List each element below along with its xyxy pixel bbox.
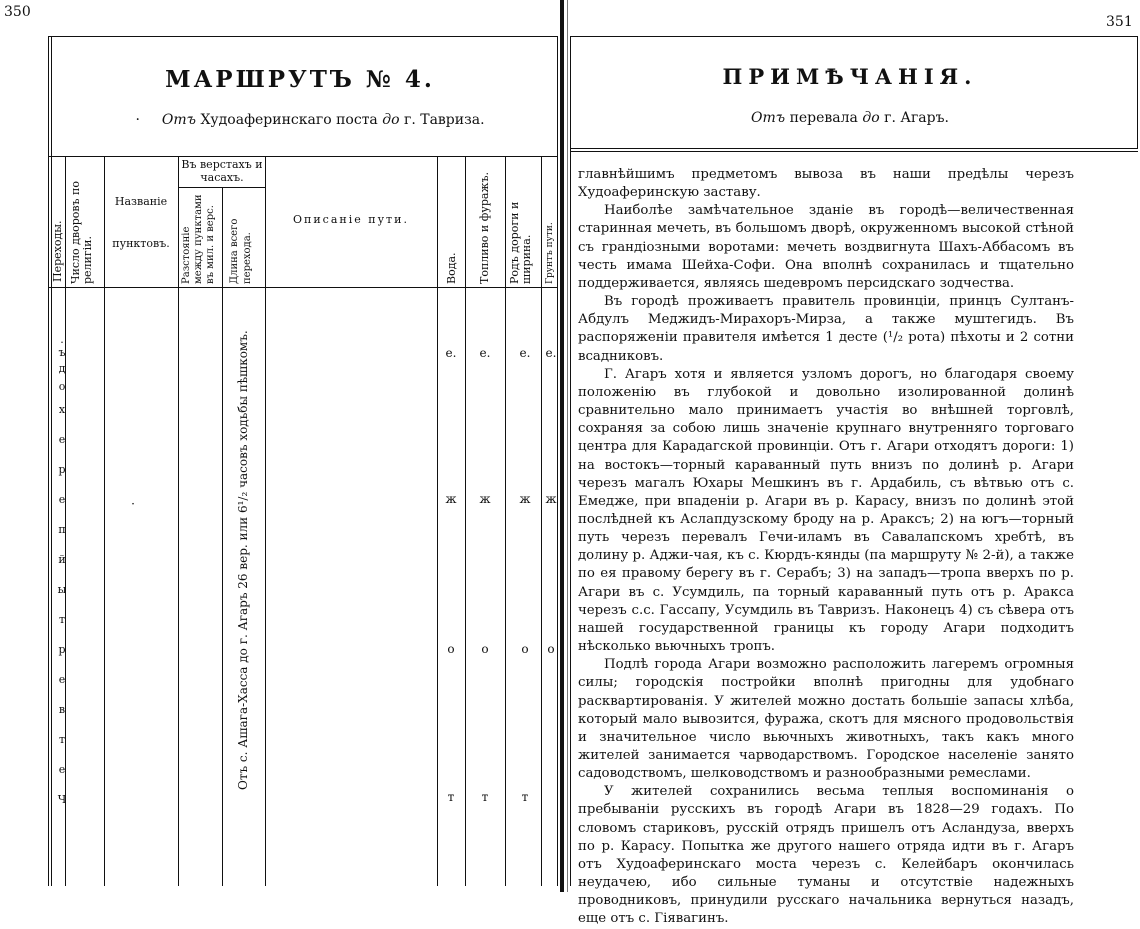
header-soil: Грунтъ пути. bbox=[545, 222, 555, 284]
crossing-letter: е bbox=[58, 673, 66, 686]
crossing-letter: в bbox=[58, 703, 66, 716]
crossing-letter: . bbox=[60, 333, 64, 346]
crossing-letter: ъ bbox=[58, 346, 66, 359]
right-title-rule2 bbox=[570, 151, 1138, 152]
notes-paragraph: главнѣйшимъ предметомъ вывоза въ наши предѣлы черезъ Худоаферинскую заставу. bbox=[578, 167, 1074, 201]
header-road: Родъ дороги и ширина. bbox=[508, 201, 533, 284]
soil-mark-o: о bbox=[547, 642, 555, 656]
left-page-number: 350 bbox=[4, 4, 31, 20]
right-frame-left bbox=[570, 36, 571, 886]
left-title: МАРШРУТЪ № 4. bbox=[165, 66, 435, 93]
right-subtitle-from-place: перевала bbox=[789, 110, 858, 126]
right-title-rule bbox=[570, 148, 1138, 149]
crossing-letter: е bbox=[58, 763, 66, 776]
crossing-letter: й bbox=[58, 553, 66, 566]
soil-mark-zh: ж bbox=[545, 492, 557, 506]
soil-mark-e: е. bbox=[545, 346, 557, 360]
left-subtitle-bullet: · bbox=[135, 112, 140, 128]
group-rule bbox=[178, 187, 265, 188]
crossing-letter: т bbox=[58, 733, 66, 746]
notes-paragraph: Въ городѣ проживаетъ правитель провинціи, принцъ Султанъ-Абдулъ Меджидъ-Мирахоръ-Мирза, а также муштегидъ. Въ распоряженіи правителя имѣется 1 десте (¹/₂ рота) пѣхоты и 2 сотни всадниковъ. bbox=[578, 294, 1074, 364]
col-sep-7 bbox=[465, 156, 466, 886]
book-spine-shadow bbox=[567, 0, 568, 892]
col-sep-8 bbox=[505, 156, 506, 886]
header-name-line1: Названіе bbox=[114, 195, 168, 208]
fuel-mark-o: о bbox=[481, 642, 489, 656]
crossing-letter: р bbox=[58, 643, 66, 656]
header-fuel: Топливо и фуражъ. bbox=[478, 171, 491, 284]
water-mark-o: о bbox=[447, 642, 455, 656]
right-title: ПРИМѢЧАНІЯ. bbox=[722, 64, 978, 89]
col-sep-1 bbox=[65, 156, 66, 886]
crossing-letter: т bbox=[58, 613, 66, 626]
header-households: Число дворовъ по религіи. bbox=[69, 181, 94, 284]
right-subtitle-to-place: г. Агаръ. bbox=[884, 110, 949, 126]
left-frame-top bbox=[48, 36, 558, 37]
left-subtitle-to: до bbox=[382, 112, 400, 128]
header-distance-between: Разстояніе между пунктами въ мил. и верс. bbox=[181, 194, 216, 284]
notes-paragraph: Наиболѣе замѣчательное зданіе въ городѣ—величественная старинная мечеть, въ большомъ дворѣ, окруженномъ высокой стѣной съ грандіозными воротами: мечеть воздвигнута Шахъ-Аббасомъ въ честь имама Шейха-Софи. Она вполнѣ сохранилась и тщательно поддерживается, являясь шедевромъ персидскаго зодчества. bbox=[578, 203, 1074, 291]
header-water: Вода. bbox=[445, 252, 458, 284]
notes-body bbox=[578, 166, 1074, 929]
crossing-letter: е bbox=[58, 493, 66, 506]
road-mark-e: е. bbox=[519, 346, 531, 360]
right-page-number: 351 bbox=[1106, 14, 1133, 30]
crossing-letter: Ч bbox=[57, 793, 67, 806]
notes-paragraph: У жителей сохранились весьма теплыя воспоминанія о пребываніи русскихъ въ городѣ Агари въ 1828—29 годахъ. По словомъ стариковъ, русскій отрядъ пришелъ отъ Асландуза, вверхъ по р. Карасу. Попытка же другого нашего отряда идти въ г. Агаръ отъ Худоаферинскаго моста черезъ с. Келейбаръ окончилась неудачею, ибо сильные туманы и отсутствіе надежныхъ проводниковъ, принудили русскаго начальника вернуться назадъ, еще отъ с. Гіявагинъ. bbox=[578, 784, 1074, 927]
header-crossings: Переходы. bbox=[51, 220, 64, 282]
fuel-mark-zh: ж bbox=[479, 492, 491, 506]
left-subtitle-from-place: Худоаферинскаго поста bbox=[200, 112, 378, 128]
left-subtitle bbox=[100, 112, 520, 128]
left-frame-left2 bbox=[51, 36, 52, 886]
right-subtitle bbox=[600, 110, 1100, 126]
water-mark-t: т bbox=[447, 790, 455, 804]
fuel-mark-t: т bbox=[481, 790, 489, 804]
name-bullet: · bbox=[131, 497, 135, 511]
header-total-length: Длина всего перехода. bbox=[229, 218, 253, 284]
crossing-letter: е bbox=[58, 433, 66, 446]
water-mark-e: е. bbox=[445, 346, 457, 360]
crossing-letter: д bbox=[58, 362, 66, 375]
left-header-rule bbox=[48, 287, 558, 288]
left-frame-right bbox=[557, 36, 558, 886]
road-mark-o: о bbox=[521, 642, 529, 656]
header-group: Въ верстахъ и часахъ. bbox=[181, 158, 263, 184]
col-sep-3 bbox=[178, 156, 179, 886]
notes-paragraph: Подлѣ города Агари возможно расположить лагеремъ огромныя силы; городскія постройки вполнѣ пригодны для удобнаго расквартированія. У жителей можно достать большіе запасы хлѣба, который мало вывозится, фуража, скотъ для мясного продовольствія и значительное число вьючныхъ животныхъ, такъ какъ много жителей занимается чарводарствомъ. Городское населеніе занято садоводствомъ, шелководствомъ и разнообразными ремеслами. bbox=[578, 657, 1074, 782]
header-name-line2: пунктовъ. bbox=[112, 237, 170, 250]
col-sep-4 bbox=[222, 187, 223, 886]
crossing-letter: х bbox=[58, 403, 66, 416]
col-sep-9 bbox=[541, 156, 542, 886]
col-sep-5 bbox=[265, 156, 266, 886]
left-subtitle-from: Отъ bbox=[161, 112, 197, 128]
water-mark-zh: ж bbox=[445, 492, 457, 506]
road-mark-t: т bbox=[521, 790, 529, 804]
book-spine bbox=[560, 0, 564, 892]
right-subtitle-from: Отъ bbox=[751, 110, 786, 126]
col-sep-6 bbox=[437, 156, 438, 886]
right-frame-right bbox=[1137, 36, 1138, 148]
fuel-mark-e: е. bbox=[479, 346, 491, 360]
crossing-letter: п bbox=[58, 523, 66, 536]
notes-paragraph: Г. Агаръ хотя и является узломъ дорогъ, но благодаря своему положенію въ глубокой и довольно изолированной долинѣ сравнительно мало принимаетъ участія во внѣшней торговлѣ, сохраняя за собою лишь значеніе крупнаго внутренняго торговаго центра для Карадагской провинціи. Отъ г. Агари отходятъ дороги: 1) на востокъ—торный караванный путь внизъ по долинѣ р. Агари черезъ магалъ Юхары Мешкинъ въ г. Ардабиль, съ вѣтвью отъ с. Емедже, при впаденіи р. Агари въ р. Карасу, внизъ по долинѣ этой послѣдней къ Аслапдузскому броду на р. Араксъ; 2) на югъ—торный путь черезъ перевалъ Гечи-иламъ въ Савалапскомъ хребтѣ, въ долину р. Аджи-чая, къ с. Кюрдъ-кянды (па маршруту № 2-й), а также по ея правому берегу въ г. Серабъ; 3) на западъ—тропа вверхъ по р. Агари въ с. Усумдиль, па торный караванный путь отъ р. Аракса черезъ с.с. Гассапу, Усумдиль въ Тавризъ. Наконецъ 4) съ сѣвера отъ нашей государственной границы къ городу Агари подходитъ нѣсколько вьючныхъ тропъ. bbox=[578, 366, 1074, 655]
crossing-letter: р bbox=[58, 463, 66, 476]
left-subtitle-to-place: г. Тавриза. bbox=[404, 112, 485, 128]
right-subtitle-to: до bbox=[862, 110, 880, 126]
road-mark-zh: ж bbox=[519, 492, 531, 506]
crossing-letter: о bbox=[58, 380, 66, 393]
crossing-letter: ы bbox=[57, 583, 67, 596]
header-description: Описаніе пути. bbox=[293, 213, 409, 226]
left-title-rule bbox=[48, 156, 558, 157]
right-frame-top bbox=[570, 36, 1138, 37]
col-sep-2 bbox=[104, 156, 105, 886]
left-frame-left bbox=[48, 36, 49, 886]
route-description: Отъ с. Ашага-Хасса до г. Агаръ 26 вер. или 6¹/₂ часовъ ходьбы пѣшкомъ. bbox=[236, 330, 250, 790]
